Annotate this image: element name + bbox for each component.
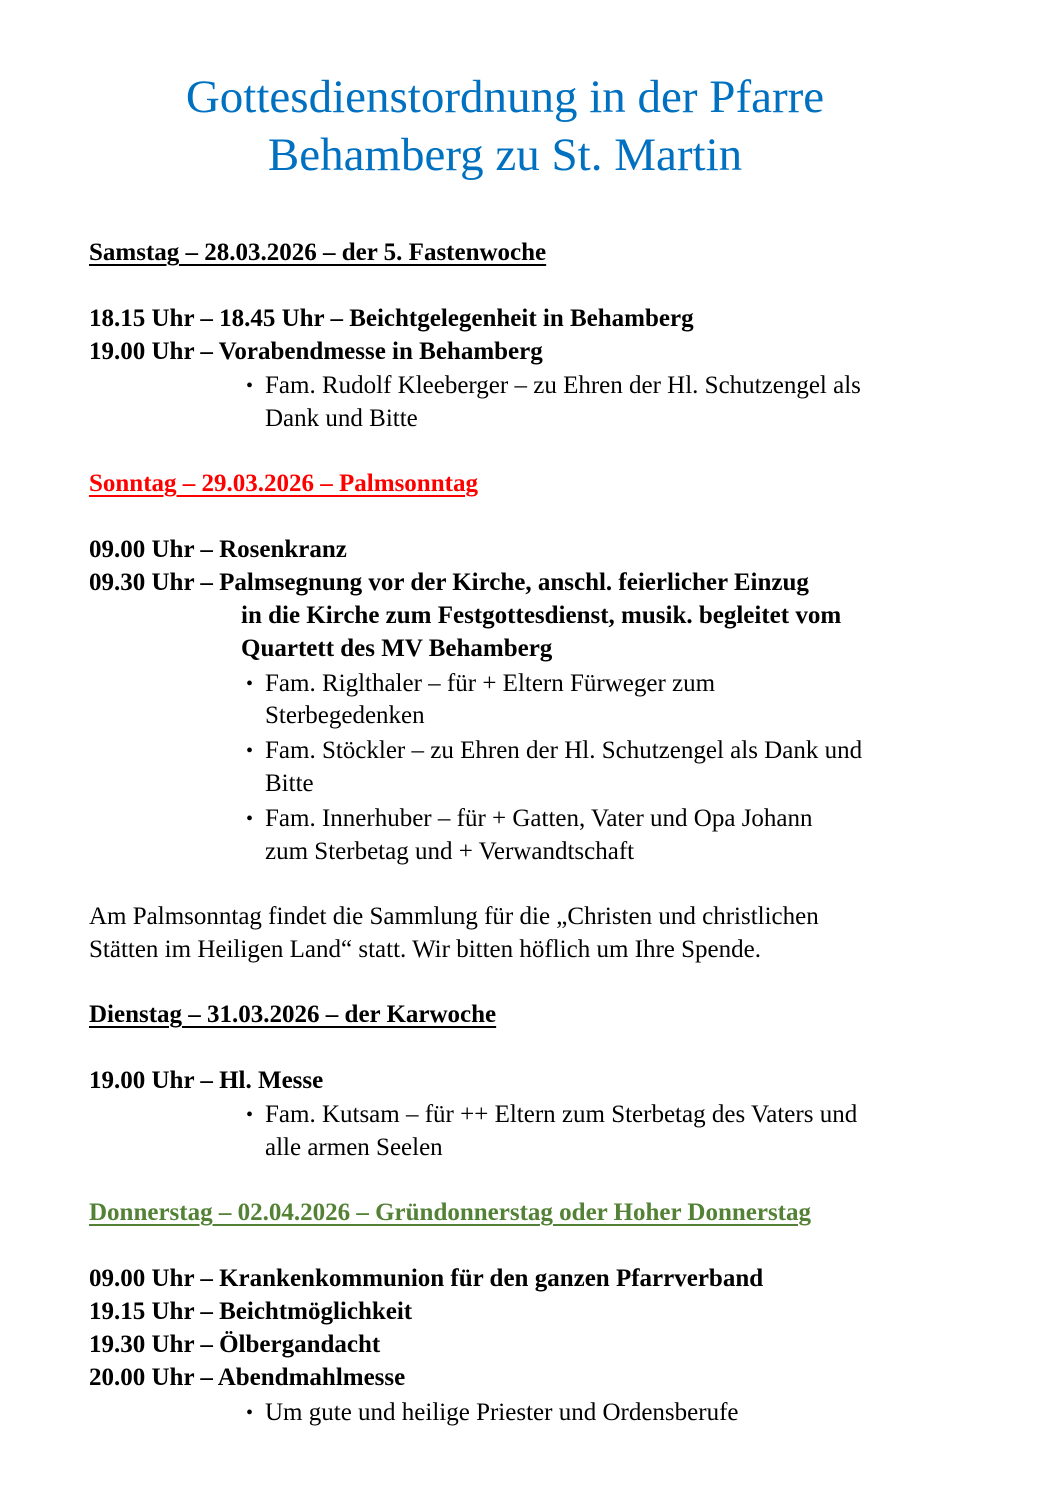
document-title-line-2: Behamberg zu St. Martin <box>267 129 743 181</box>
intention-item <box>246 734 862 768</box>
section-heading-donnerstag: Donnerstag – 02.04.2026 – Gründonnerstag oder Hoher Donnerstag <box>89 1199 812 1226</box>
event-dienstag-messe: 19.00 Uhr – Hl. Messe <box>89 1067 324 1094</box>
intention-text: Fam. Kutsam – für ++ Eltern zum Sterbetag des Vaters und <box>265 1101 858 1128</box>
collection-note-line-1: Am Palmsonntag findet die Sammlung für die „Christen und christlichen <box>89 903 819 930</box>
event-samstag-vorabendmesse: 19.00 Uhr – Vorabendmesse in Behamberg <box>89 338 543 365</box>
event-donnerstag-krankenkommunion: 09.00 Uhr – Krankenkommunion für den ganzen Pfarrverband <box>89 1265 764 1292</box>
event-donnerstag-beichte: 19.15 Uhr – Beichtmöglichkeit <box>89 1298 413 1325</box>
intention-text: Fam. Rudolf Kleeberger – zu Ehren der Hl. Schutzengel als <box>265 372 861 399</box>
intention-text-continued: zum Sterbetag und + Verwandtschaft <box>265 838 635 865</box>
event-samstag-beichte: 18.15 Uhr – 18.45 Uhr – Beichtgelegenheit in Behamberg <box>89 305 694 332</box>
event-donnerstag-abendmahlmesse: 20.00 Uhr – Abendmahlmesse <box>89 1364 406 1391</box>
event-sonntag-palmsegnung-cont-1: in die Kirche zum Festgottesdienst, musik. begleitet vom <box>241 602 842 629</box>
section-heading-sonntag: Sonntag – 29.03.2026 – Palmsonntag <box>89 470 478 497</box>
bullet-icon: • <box>246 1402 254 1424</box>
section-heading-samstag: Samstag – 28.03.2026 – der 5. Fastenwoche <box>89 239 547 266</box>
intention-text-continued: alle armen Seelen <box>265 1134 443 1161</box>
event-donnerstag-oelbergandacht: 19.30 Uhr – Ölbergandacht <box>89 1331 381 1358</box>
event-sonntag-rosenkranz: 09.00 Uhr – Rosenkranz <box>89 536 347 563</box>
intention-text-continued: Dank und Bitte <box>265 405 418 432</box>
bullet-icon: • <box>246 1104 254 1126</box>
document-title-line-1: Gottesdienstordnung in der Pfarre <box>185 71 825 123</box>
bullet-icon: • <box>246 740 254 762</box>
event-sonntag-palmsegnung-cont-2: Quartett des MV Behamberg <box>241 635 553 662</box>
event-sonntag-palmsegnung: 09.30 Uhr – Palmsegnung vor der Kirche, anschl. feierlicher Einzug <box>89 569 809 596</box>
intention-text: Fam. Riglthaler – für + Eltern Fürweger zum <box>265 670 716 697</box>
intention-item <box>246 667 715 701</box>
intention-item <box>246 1098 857 1132</box>
collection-note-line-2: Stätten im Heiligen Land“ statt. Wir bitten höflich um Ihre Spende. <box>89 936 761 963</box>
intention-item <box>246 1396 739 1430</box>
bullet-icon: • <box>246 808 254 830</box>
section-heading-dienstag: Dienstag – 31.03.2026 – der Karwoche <box>89 1001 497 1028</box>
bullet-icon: • <box>246 375 254 397</box>
intention-item <box>246 369 861 403</box>
bullet-icon: • <box>246 673 254 695</box>
intention-text-continued: Sterbegedenken <box>265 702 425 729</box>
intention-text: Um gute und heilige Priester und Ordensberufe <box>265 1399 739 1426</box>
intention-text-continued: Bitte <box>265 770 314 797</box>
intention-item <box>246 802 813 836</box>
intention-text: Fam. Stöckler – zu Ehren der Hl. Schutzengel als Dank und <box>265 737 863 764</box>
intention-text: Fam. Innerhuber – für + Gatten, Vater und Opa Johann <box>265 805 813 832</box>
